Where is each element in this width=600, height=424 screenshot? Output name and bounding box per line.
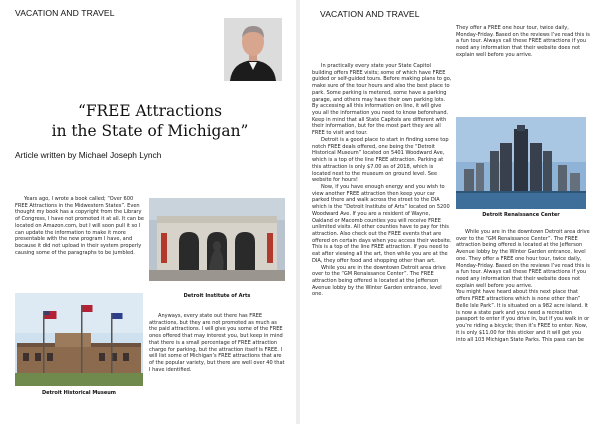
paragraph: Now, if you have enough energy and you wish to view another FREE attraction then keep your car parked there and walk across the street to the DIA which is the “Detroit Institute of Arts” located on 5200 Woodward Ave. If you are a resident of Wayne, Oakland or Macomb counties you will receive FREE unlimited visits. All other counties have to pay for this attraction. Also check out the FREE events that are offered on certain days when you access their website. This is a top of the line FREE attraction. If you need to eat after viewing all the art, then while you are at the DIA, they offer food and shopping other than art. (312, 183, 452, 264)
article-headline (30, 101, 270, 141)
renaissance-caption: Detroit Renaissance Center (482, 212, 560, 218)
right-column-2-top (456, 25, 592, 59)
right-column-2-bottom (456, 229, 592, 343)
right-column-1 (312, 63, 452, 298)
second-column (149, 313, 285, 373)
paragraph: In practically every state your State Capitol building offers FREE visits; some of which have FREE guided or self-guided tours. Before making plans to go, make sure of the tour hours and also the best place to park. Some parking is metered, some have a parking garage, and others may have their own parking lots. By accessing all this information on line, it will give you all the information you need to know beforehand. Keep in mind that all State Capitols are different with their information, but for the most part they are all FREE to visit and tour. (312, 63, 452, 137)
headline-line-1: “FREE Attractions (77, 102, 223, 120)
paragraph: While you are in the downtown Detroit area drive over to the “GM Renaissance Center”. The FREE attraction being offered is located at the Jefferson Avenue lobby by the Winter Garden entrance, level one. (312, 264, 446, 298)
paragraph: You might have heard about this next place that offers FREE attractions which is none other than” Belle Isle Park”. It is situated on a 982 acre island. It is now a state park and you need a recreation passport to enter if you drive in, but if you walk in or you’re riding a bicycle; then it’s FREE to enter. Now, it is only $11.00 for this sticker and it will get you into all 103 Michigan State Parks. This pass can be (456, 289, 590, 343)
intro-column (15, 196, 145, 256)
left-page (0, 0, 296, 424)
museum-caption: Detroit Historical Museum (41, 390, 117, 396)
right-page (300, 0, 600, 424)
intro-paragraph: Years ago, I wrote a book called; “Over 600 FREE Attractions in the Midwestern States”. Even thought my book has a copyright from the Library of Congress, I have not promoted it at all. It can be located on Amazon.com, but I will soon pull it so I can update the information to make it more presentable with the new program I have, and because it did not upload in their system properly causing some of the paragraphs to be jumbled. (15, 196, 144, 256)
headline-line-2: in the State of Michigan” (51, 122, 249, 140)
section-label: VACATION AND TRAVEL (320, 9, 420, 19)
paragraph: Detroit is a good place to start in finding some top notch FREE deals offered, one being the “Detroit Historical Museum” located on 5401 Woodward Ave, which is a top of the line FREE attraction. Parking at this attraction is only $7.00 as of 2018, which is located next to the museum on ground level. See website for hours! (312, 136, 449, 184)
institute-caption: Detroit Institute of Arts (183, 293, 251, 299)
author-photo (224, 18, 282, 81)
renaissance-photo (456, 117, 586, 209)
museum-photo (15, 293, 143, 386)
paragraph: They offer a FREE one hour tour, twice daily, Monday-Friday. Based on the reviews I’ve read this is a fun tour. Always call these FREE attractions if you need any information that their website does not explain well before you arrive. (456, 25, 590, 58)
paragraph: While you are in the downtown Detroit area drive over to the “GM Renaissance Center”. The FREE attraction being offered is located at the Jefferson Avenue lobby by the Winter Garden entrance, level one. They offer a FREE one hour tour, twice daily, Monday-Friday. Based on the reviews I’ve read this is a fun tour. Always call these FREE attractions if you need any information that their website does not explain well before you arrive. (456, 229, 590, 289)
byline: Article written by Michael Joseph Lynch (15, 150, 162, 160)
second-paragraph: Anyways, every state out there has FREE attractions, but they are not promoted as much as the paid attractions. I will give you some of the FREE ones offered that may interest you, but keep in mind that there is a small percentage of FREE attraction charge for parking, but the attraction itself is FREE. I will list some of Michigan’s FREE attractions that are of the popular variety, but there are well over 40 that I have identified. (149, 313, 285, 373)
section-label: VACATION AND TRAVEL (15, 8, 115, 18)
institute-photo (149, 198, 285, 281)
